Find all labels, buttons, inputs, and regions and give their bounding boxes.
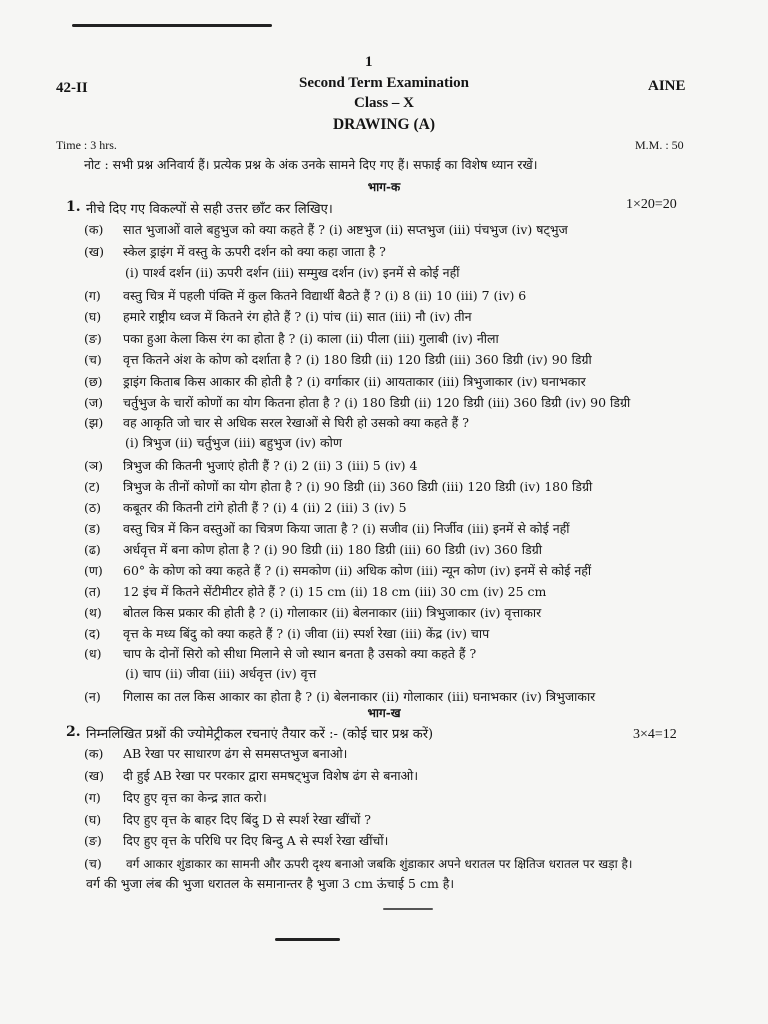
item-text: सात भुजाओं वाले बहुभुज को क्या कहते हैं ? (i) अष्टभुज (ii) सप्तभुज (iii) पंचभुज (iv) षट्भुज	[123, 222, 568, 237]
item-text: स्केल ड्राइंग में वस्तु के ऊपरी दर्शन को क्या कहा जाता है ?	[123, 244, 386, 259]
item-text: 12 इंच में कितने सेंटीमीटर होते हैं ? (i) 15 cm (ii) 18 cm (iii) 30 cm (iv) 25 cm	[123, 584, 547, 599]
question-item	[0, 243, 768, 263]
question-item	[0, 625, 768, 645]
instructions-note: नोट : सभी प्रश्न अनिवार्य हैं। प्रत्येक प्रश्न के अंक उनके सामने दिए गए हैं। सफाई का विशेष ध्यान रखें।	[84, 157, 538, 172]
class-label: Class – X	[353, 95, 414, 111]
q1-number: 1.	[66, 199, 81, 215]
section-b-title: भाग-ख	[367, 706, 401, 720]
item-label: (क)	[84, 222, 104, 237]
question-item	[0, 541, 768, 561]
set-code: AINE	[648, 78, 686, 94]
subject-title: DRAWING (A)	[332, 116, 436, 133]
item-text: वृत्त कितने अंश के कोण को दर्शाता है ? (i) 180 डिग्री (ii) 120 डिग्री (iii) 360 डिग्री (iv) 90 डिग्री	[123, 352, 592, 367]
item-label: (ञ)	[84, 458, 104, 473]
item-text: AB रेखा पर साधारण ढंग से समसप्तभुज बनाओ।	[123, 746, 348, 761]
section-a-title: भाग-क	[367, 180, 401, 194]
item-text: चाप के दोनों सिरो को सीधा मिलाने से जो स्थान बनता है उसको क्या कहते हैं ?	[123, 646, 477, 661]
item-text: बोतल किस प्रकार की होती है ? (i) गोलाकार (ii) बेलनाकार (iii) त्रिभुजाकार (iv) वृत्ताकार	[123, 605, 542, 620]
q1-marks: 1×20=20	[626, 197, 677, 212]
question-item	[0, 645, 768, 665]
item-label: (ख)	[84, 768, 104, 783]
q1-text: नीचे दिए गए विकल्पों से सही उत्तर छाँट कर लिखिए।	[86, 202, 333, 217]
question-item	[0, 520, 768, 540]
question-item	[0, 330, 768, 350]
item-label: (ख)	[84, 244, 104, 259]
question-item	[0, 351, 768, 371]
question-item	[0, 583, 768, 603]
item-text: दिए हुए वृत्त के बाहर दिए बिंदु D से स्पर्श रेखा खींचों ?	[123, 812, 371, 827]
item-text: (i) चाप (ii) जीवा (iii) अर्धवृत्त (iv) वृत्त	[125, 666, 317, 681]
item-label: (ध)	[84, 646, 102, 661]
question-item	[0, 745, 768, 765]
question-item	[0, 308, 768, 328]
item-text: चर्तुभुज के चारों कोणों का योग कितना होता है ? (i) 180 डिग्री (ii) 120 डिग्री (iii) 360 डिग्री (iv) 90 डिग्री	[123, 395, 631, 410]
question-item	[0, 665, 768, 685]
question-item	[0, 434, 768, 454]
item-label: (ट)	[84, 479, 101, 494]
item-label: (ङ)	[84, 833, 102, 848]
page-number: 1	[365, 54, 373, 70]
question-item	[0, 264, 768, 284]
item-text: त्रिभुज के तीनों कोणों का योग होता है ? (i) 90 डिग्री (ii) 360 डिग्री (iii) 120 डिग्री (iv) 180 डिग्री	[123, 479, 593, 494]
question-item	[0, 373, 768, 393]
item-text: (i) त्रिभुज (ii) चर्तुभुज (iii) बहुभुज (iv) कोण	[125, 435, 342, 450]
item-label: (ग)	[84, 790, 101, 805]
item-text: गिलास का तल किस आकार का होता है ? (i) बेलनाकार (ii) गोलाकार (iii) घनाभकार (iv) त्रिभुजाकार	[123, 689, 596, 704]
top-scan-line	[72, 24, 272, 27]
item-text: 60° के कोण को क्या कहते हैं ? (i) समकोण (ii) अधिक कोण (iii) न्यून कोण (iv) इनमें से कोई नहीं	[123, 563, 592, 578]
item-label: (ड)	[84, 521, 101, 536]
question-item	[0, 499, 768, 519]
item-text: (i) पार्श्व दर्शन (ii) ऊपरी दर्शन (iii) सम्मुख दर्शन (iv) इनमें से कोई नहीं	[125, 265, 460, 280]
question-item	[0, 562, 768, 582]
question-item	[0, 457, 768, 477]
item-label: (ण)	[84, 563, 103, 578]
item-text: अर्धवृत्त में बना कोण होता है ? (i) 90 डिग्री (ii) 180 डिग्री (iii) 60 डिग्री (iv) 360 डिग्री	[123, 542, 543, 557]
question-item	[0, 855, 768, 875]
exam-title: Second Term Examination	[298, 75, 470, 91]
item-text: पका हुआ केला किस रंग का होता है ? (i) काला (ii) पीला (iii) गुलाबी (iv) नीला	[123, 331, 499, 346]
item-text: दिए हुए वृत्त का केन्द्र ज्ञात करो।	[123, 790, 267, 805]
question-item	[0, 221, 768, 241]
bottom-scan-mark	[383, 908, 433, 910]
item-label: (त)	[84, 584, 101, 599]
item-text: वृत्त के मध्य बिंदु को क्या कहते हैं ? (i) जीवा (ii) स्पर्श रेखा (iii) केंद्र (iv) चाप	[123, 626, 490, 641]
item-text: वस्तु चित्र में पहली पंक्ति में कुल कितने विद्यार्थी बैठते हैं ? (i) 8 (ii) 10 (iii) 7 (iv) 6	[123, 288, 527, 303]
q2-number: 2.	[66, 724, 81, 740]
max-marks: M.M. : 50	[635, 138, 684, 152]
question-item	[0, 875, 768, 895]
bottom-scan-mark-2	[275, 938, 340, 941]
question-item	[0, 478, 768, 498]
item-text: वर्ग आकार शुंडाकार का सामनी और ऊपरी दृश्य बनाओ जबकि शुंडाकार अपने धरातल पर क्षितिज धरातल पर खड़ा है।	[126, 857, 633, 871]
item-label: (घ)	[84, 309, 102, 324]
item-label: (ङ)	[84, 331, 102, 346]
item-label: (द)	[84, 626, 101, 641]
item-label: (ढ)	[84, 542, 101, 557]
question-item	[0, 604, 768, 624]
item-label: (थ)	[84, 605, 102, 620]
item-label: (न)	[84, 689, 101, 704]
item-text: हमारे राष्ट्रीय ध्वज में कितने रंग होते हैं ? (i) पांच (ii) सात (iii) नौ (iv) तीन	[123, 309, 472, 324]
item-label: (ज)	[84, 395, 104, 410]
question-item	[0, 394, 768, 414]
item-label: (ठ)	[84, 500, 102, 515]
q2-text: निम्नलिखित प्रश्नों की ज्योमेट्रीकल रचनाएं तैयार करें :- (कोई चार प्रश्न करें)	[86, 727, 434, 742]
q2-marks: 3×4=12	[633, 727, 677, 742]
item-label: (ग)	[84, 288, 101, 303]
item-label: (झ)	[84, 415, 104, 430]
question-item	[0, 832, 768, 852]
item-text: त्रिभुज की कितनी भुजाएं होती हैं ? (i) 2 (ii) 3 (iii) 5 (iv) 4	[123, 458, 418, 473]
question-item	[0, 414, 768, 434]
item-label: (क)	[84, 746, 104, 761]
item-text: वह आकृति जो चार से अधिक सरल रेखाओं से घिरी हो उसको क्या कहते हैं ?	[123, 415, 469, 430]
question-item	[0, 287, 768, 307]
item-text: वस्तु चित्र में किन वस्तुओं का चित्रण किया जाता है ? (i) सजीव (ii) निर्जीव (iii) इनमें से कोई नहीं	[123, 521, 570, 536]
time-label: Time : 3 hrs.	[56, 138, 117, 152]
question-item	[0, 811, 768, 831]
item-label: (च)	[84, 856, 102, 871]
item-text: कबूतर की कितनी टांगे होती हैं ? (i) 4 (ii) 2 (iii) 3 (iv) 5	[123, 500, 407, 515]
item-label: (च)	[84, 352, 102, 367]
item-text: दिए हुए वृत्त के परिधि पर दिए बिन्दु A से स्पर्श रेखा खींचों।	[123, 833, 389, 848]
item-label: (छ)	[84, 374, 103, 389]
item-text: दी हुई AB रेखा पर परकार द्वारा समषट्भुज विशेष ढंग से बनाओ।	[123, 768, 419, 783]
item-label: (घ)	[84, 812, 102, 827]
paper-code: 42-II	[56, 80, 88, 96]
question-item	[0, 789, 768, 809]
question-item	[0, 767, 768, 787]
item-text: वर्ग की भुजा लंब की भुजा धरातल के समानान्तर है भुजा 3 cm ऊंचाई 5 cm है।	[86, 876, 455, 891]
item-text: ड्राइंग किताब किस आकार की होती है ? (i) वर्गाकार (ii) आयताकार (iii) त्रिभुजाकार (iv) घनाभकार	[123, 374, 586, 389]
